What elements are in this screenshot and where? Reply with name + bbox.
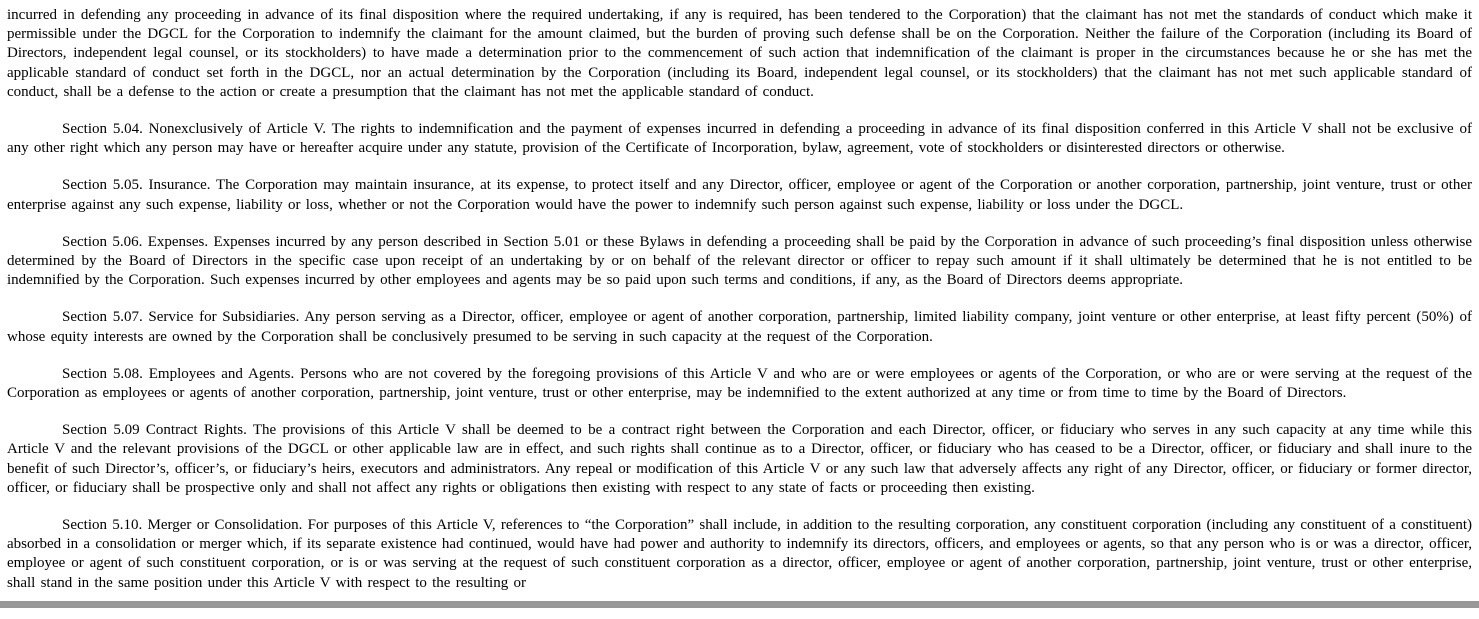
paragraph-section-5-09: Section 5.09 Contract Rights. The provisions of this Article V shall be deemed to be a contract right between the Corporation and each Director, officer, or fiduciary who serves in any such capacity at any time while this Article V and the relevant provisions of the DGCL or other applicable law are in effect, and such rights shall continue as to a Director, officer, or fiduciary who has ceased to be a Director, officer, or fiduciary and shall inure to the benefit of such Director’s, officer’s, or fiduciary’s heirs, executors and administrators. Any repeal or modification of this Article V or any such law that adversely affects any right of any Director, officer, or fiduciary or former director, officer, or fiduciary shall be prospective only and shall not affect any rights or obligations then existing with respect to any state of facts or proceeding then existing. (7, 422, 1472, 496)
paragraph-section-5-06: Section 5.06. Expenses. Expenses incurred by any person described in Section 5.01 or these Bylaws in defending a proceeding shall be paid by the Corporation in advance of such proceeding’s final disposition unless otherwise determined by the Board of Directors in the specific case upon receipt of an undertaking by or on behalf of the relevant director or officer to repay such amount if it shall ultimately be determined that he is not entitled to be indemnified by the Corporation. Such expenses incurred by other employees and agents may be so paid upon such terms and conditions, if any, as the Board of Directors deems appropriate. (7, 233, 1472, 289)
horizontal-divider (0, 601, 1479, 608)
paragraph-section-5-10: Section 5.10. Merger or Consolidation. For purposes of this Article V, references to “the Corporation” shall include, in addition to the resulting corporation, any constituent corporation (including any constituent of a constituent) absorbed in a consolidation or merger which, if its separate existence had continued, would have had power and authority to indemnify its directors, officers, and employees or agents, so that any person who is or was a director, officer, employee or agent of such constituent corporation, or is or was serving at the request of such constituent corporation as a director, officer, employee or agent of another corporation, partnership, joint venture, trust or other enterprise, shall stand in the same position under this Article V with respect to the resulting or (7, 517, 1472, 591)
paragraph-section-5-08: Section 5.08. Employees and Agents. Persons who are not covered by the foregoing provisions of this Article V and who are or were employees or agents of the Corporation, or who are or were serving at the request of the Corporation as employees or agents of another corporation, partnership, joint venture, trust or other enterprise, may be indemnified to the extent authorized at any time or from time to time by the Board of Directors. (7, 365, 1472, 402)
paragraph-section-5-05: Section 5.05. Insurance. The Corporation may maintain insurance, at its expense, to protect itself and any Director, officer, employee or agent of the Corporation or another corporation, partnership, joint venture, trust or other enterprise against any such expense, liability or loss, whether or not the Corporation would have the power to indemnify such person against such expense, liability or loss under the DGCL. (7, 177, 1472, 213)
paragraph-section-5-07: Section 5.07. Service for Subsidiaries. Any person serving as a Director, officer, employee or agent of another corporation, partnership, limited liability company, joint venture or other enterprise, at least fifty percent (50%) of whose equity interests are owned by the Corporation shall be conclusively presumed to be serving in such capacity at the request of the Corporation. (7, 309, 1472, 345)
paragraph-section-5-04: Section 5.04. Nonexclusively of Article V. The rights to indemnification and the payment of expenses incurred in defending a proceeding in advance of its final disposition conferred in this Article V shall not be exclusive of any other right which any person may have or hereafter acquire under any statute, provision of the Certificate of Incorporation, bylaw, agreement, vote of stockholders or disinterested directors or otherwise. (7, 121, 1472, 157)
paragraph-continuation: incurred in defending any proceeding in advance of its final disposition where the required undertaking, if any is required, has been tendered to the Corporation) that the claimant has not met the standards of conduct which make it permissible under the DGCL for the Corporation to indemnify the claimant for the amount claimed, but the burden of proving such defense shall be on the Corporation. Neither the failure of the Corporation (including its Board of Directors, independent legal counsel, or its stockholders) to have made a determination prior to the commencement of such action that indemnification of the claimant is proper in the circumstances because he or she has met the applicable standard of conduct set forth in the DGCL, nor an actual determination by the Corporation (including its Board, independent legal counsel, or its stockholders) that the claimant has not met such applicable standard of conduct, shall be a defense to the action or create a presumption that the claimant has not met the applicable standard of conduct. (7, 7, 1472, 100)
